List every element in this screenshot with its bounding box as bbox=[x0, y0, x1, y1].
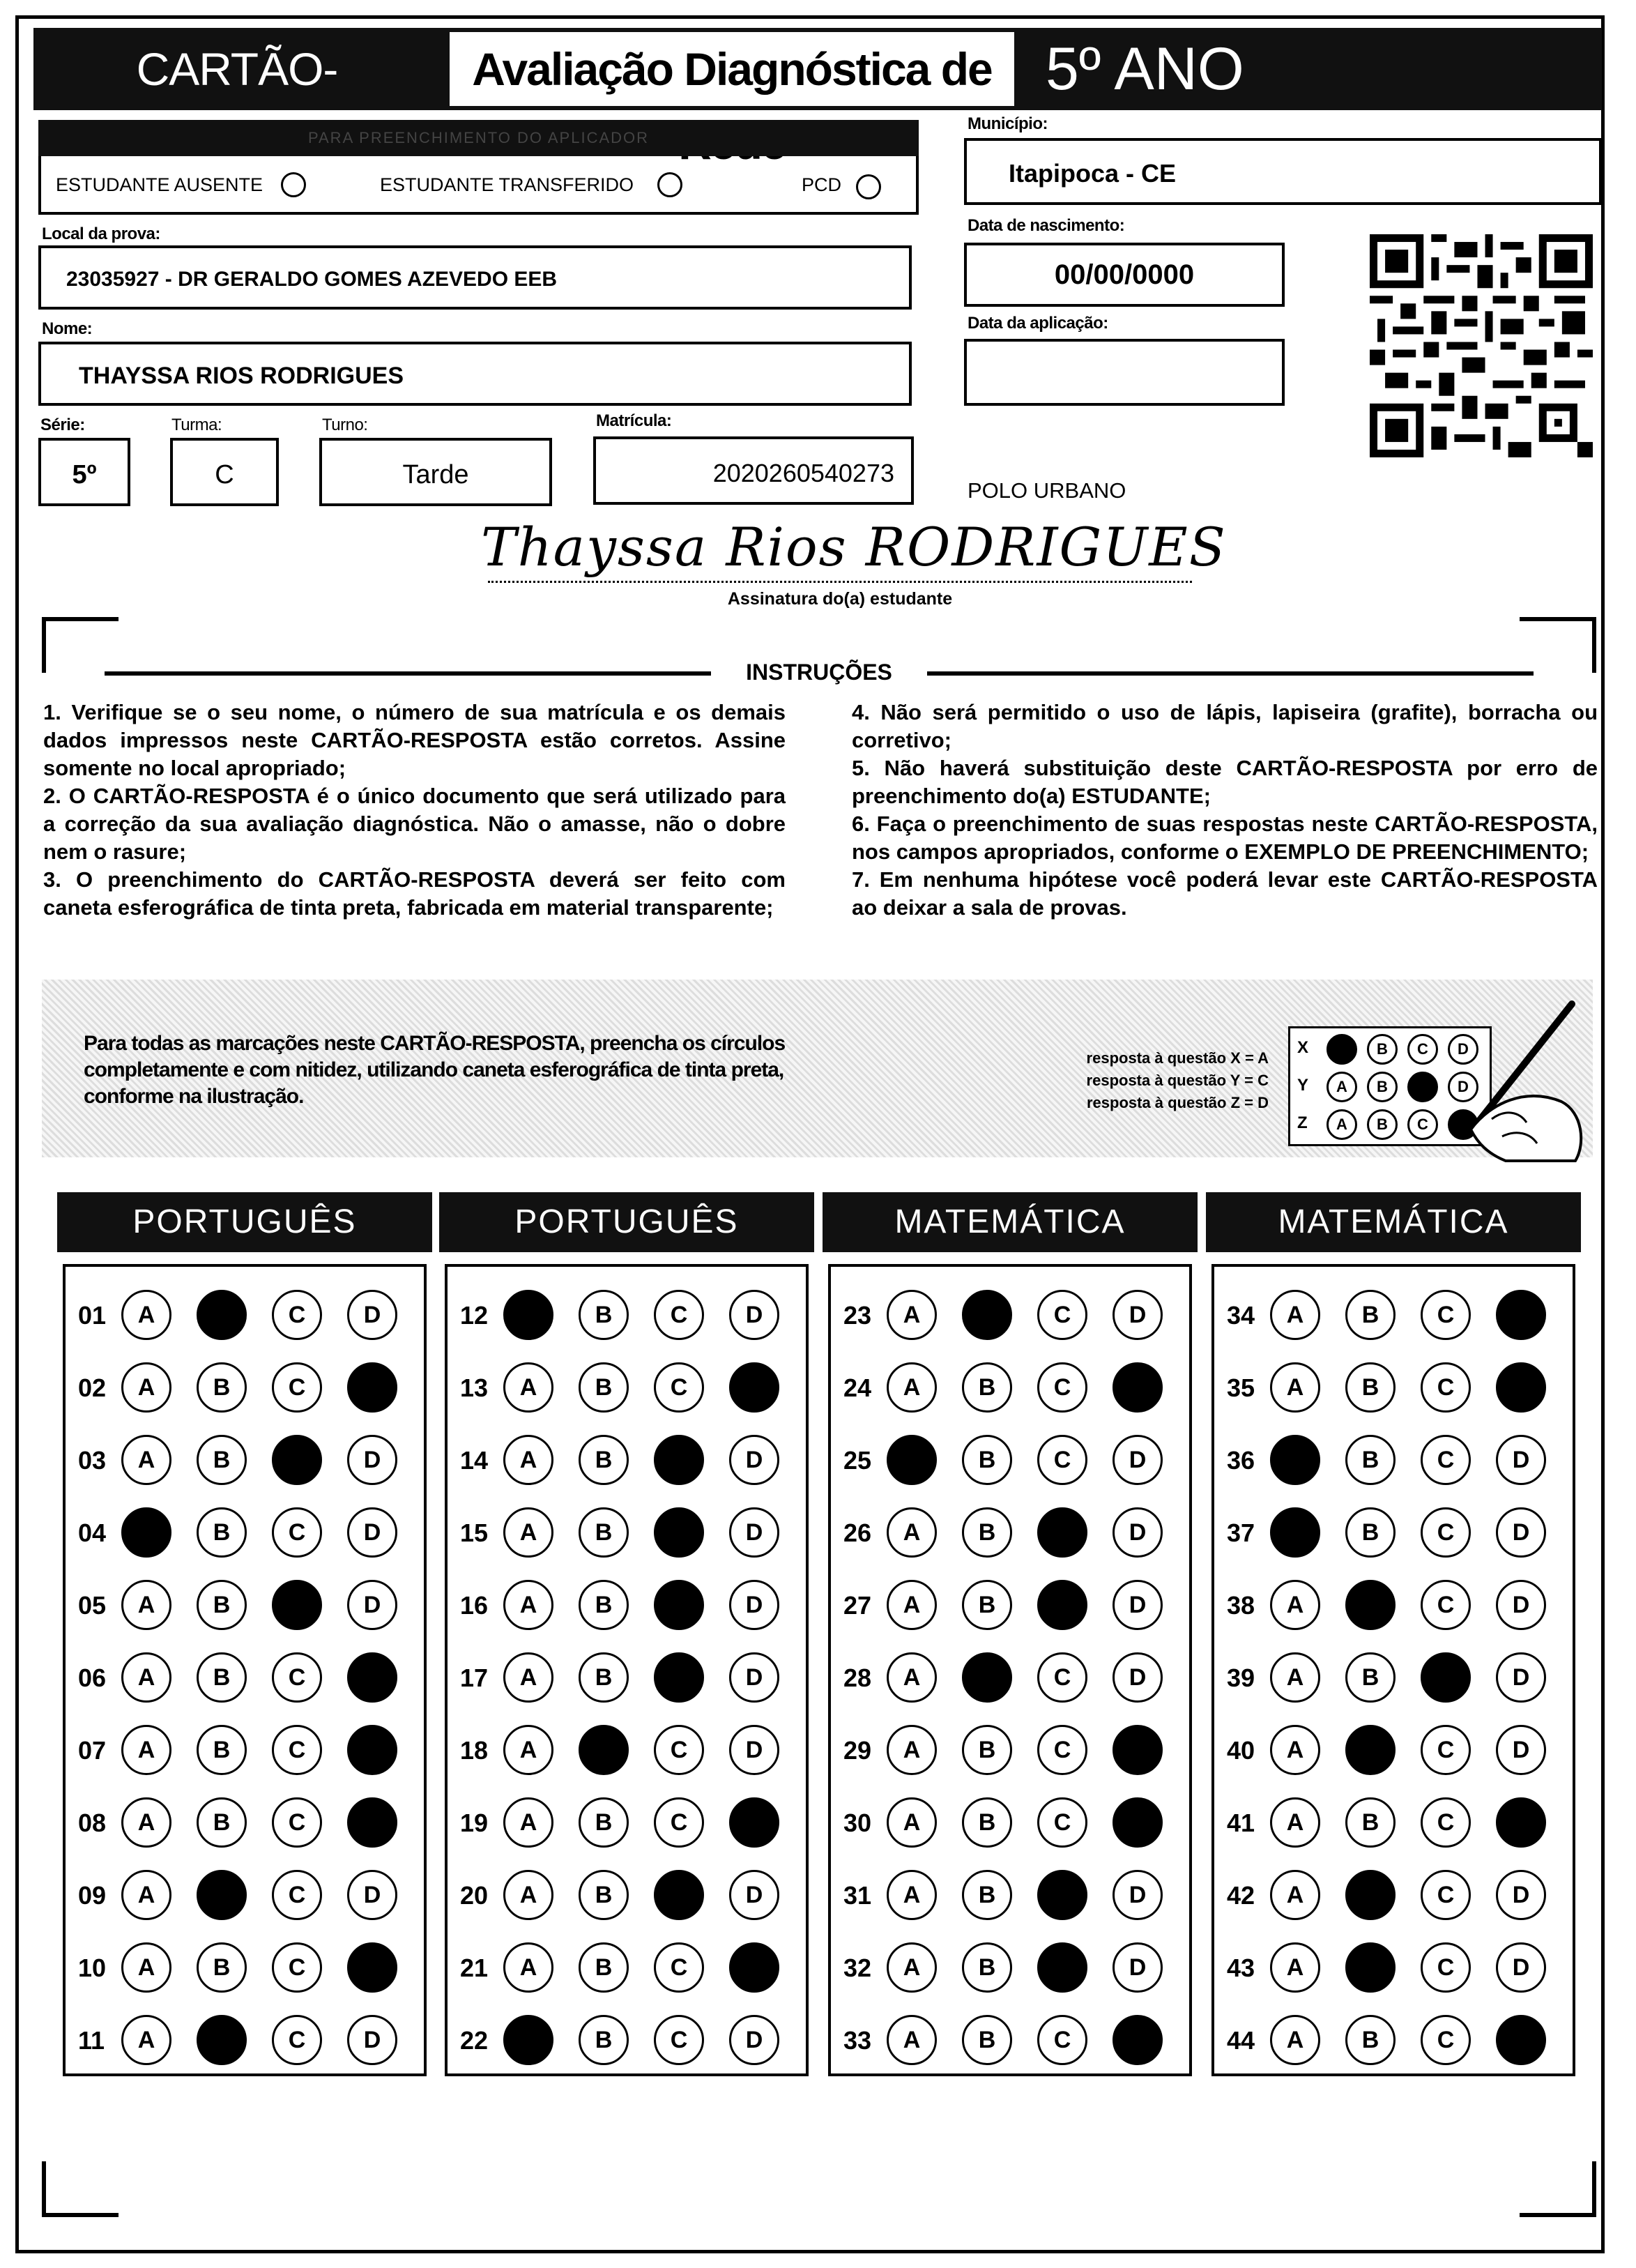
section-header: PORTUGUÊS bbox=[57, 1192, 432, 1252]
question-number: 24 bbox=[843, 1373, 872, 1402]
answer-bubble-b[interactable]: B bbox=[579, 1435, 629, 1485]
answer-bubble-c[interactable]: C bbox=[272, 1797, 322, 1848]
absent-radio[interactable] bbox=[281, 172, 306, 197]
answer-bubble-a[interactable]: A bbox=[1270, 1362, 1320, 1413]
answer-bubble-b[interactable]: B bbox=[962, 1362, 1012, 1413]
answer-bubble-b[interactable]: B bbox=[579, 1362, 629, 1413]
question-number: 37 bbox=[1227, 1519, 1255, 1547]
question-number: 17 bbox=[460, 1664, 489, 1692]
answer-bubble-c[interactable]: C bbox=[1037, 1435, 1087, 1485]
example-bubble-a: A bbox=[1327, 1072, 1357, 1102]
answer-bubble-d[interactable]: D bbox=[1113, 1362, 1163, 1413]
answer-bubble-d[interactable]: D bbox=[729, 1797, 779, 1848]
answer-bubble-c[interactable]: C bbox=[272, 1942, 322, 1993]
answer-bubble-c[interactable]: C bbox=[1421, 1652, 1471, 1703]
question-number: 44 bbox=[1227, 2026, 1255, 2055]
answer-bubble-d[interactable]: D bbox=[1496, 1797, 1546, 1848]
answer-bubble-c[interactable]: C bbox=[272, 1507, 322, 1558]
answer-bubble-d[interactable]: D bbox=[729, 1942, 779, 1993]
answer-bubble-a[interactable]: A bbox=[121, 1725, 171, 1775]
answer-bubble-a[interactable]: A bbox=[503, 1652, 553, 1703]
question-number: 22 bbox=[460, 2026, 489, 2055]
answer-bubble-c[interactable]: C bbox=[1421, 2015, 1471, 2065]
exam-title: Avaliação Diagnóstica de bbox=[450, 32, 1014, 106]
answer-bubble-d[interactable]: D bbox=[1113, 1870, 1163, 1920]
answer-bubble-a[interactable]: A bbox=[1270, 1725, 1320, 1775]
question-number: 40 bbox=[1227, 1736, 1255, 1765]
legend-line-y: resposta à questão Y = C bbox=[1086, 1072, 1269, 1089]
question-number: 35 bbox=[1227, 1373, 1255, 1402]
question-number: 38 bbox=[1227, 1591, 1255, 1620]
legend-line-z: resposta à questão Z = D bbox=[1086, 1094, 1269, 1111]
answer-bubble-b[interactable]: B bbox=[579, 2015, 629, 2065]
answer-bubble-d[interactable]: D bbox=[347, 2015, 397, 2065]
answer-bubble-b[interactable]: B bbox=[579, 1652, 629, 1703]
legend-line-x: resposta à questão X = A bbox=[1086, 1049, 1269, 1067]
matricula-field bbox=[593, 436, 914, 505]
answer-bubble-c[interactable]: C bbox=[654, 1507, 704, 1558]
answer-bubble-c[interactable]: C bbox=[272, 1435, 322, 1485]
answer-bubble-a[interactable]: A bbox=[1270, 1507, 1320, 1558]
nascimento-label: Data de nascimento: bbox=[968, 216, 1125, 235]
answer-bubble-d[interactable]: D bbox=[729, 1870, 779, 1920]
example-bubble-a: A bbox=[1327, 1109, 1357, 1140]
answer-bubble-c[interactable]: C bbox=[654, 1580, 704, 1630]
serie-label: Série: bbox=[40, 416, 85, 434]
question-number: 28 bbox=[843, 1664, 872, 1692]
local-value: 23035927 - DR GERALDO GOMES AZEVEDO EEB bbox=[66, 268, 558, 291]
answer-bubble-c[interactable]: C bbox=[272, 1290, 322, 1340]
example-bubble-b: B bbox=[1367, 1072, 1398, 1102]
answer-bubble-b[interactable]: B bbox=[962, 1652, 1012, 1703]
answer-bubble-b[interactable]: B bbox=[579, 1725, 629, 1775]
answer-bubble-d[interactable]: D bbox=[729, 1725, 779, 1775]
student-signature: Thayssa Rios RODRIGUES bbox=[481, 516, 1227, 578]
turma-label: Turma: bbox=[171, 416, 222, 434]
pcd-label: PCD bbox=[802, 174, 842, 195]
answer-bubble-d[interactable]: D bbox=[347, 1290, 397, 1340]
answer-bubble-a[interactable]: A bbox=[503, 1290, 553, 1340]
answer-bubble-b[interactable]: B bbox=[579, 1797, 629, 1848]
answer-bubble-a[interactable]: A bbox=[503, 1507, 553, 1558]
question-number: 43 bbox=[1227, 1954, 1255, 1982]
answer-bubble-d[interactable]: D bbox=[1496, 1290, 1546, 1340]
answer-bubble-b[interactable]: B bbox=[1345, 1797, 1396, 1848]
answer-bubble-b[interactable]: B bbox=[962, 1290, 1012, 1340]
answer-bubble-a[interactable]: A bbox=[887, 2015, 937, 2065]
nome-value: THAYSSA RIOS RODRIGUES bbox=[79, 363, 404, 389]
question-number: 42 bbox=[1227, 1881, 1255, 1910]
answer-bubble-d[interactable]: D bbox=[347, 1870, 397, 1920]
example-bubble-b: B bbox=[1367, 1034, 1398, 1065]
question-number: 12 bbox=[460, 1301, 489, 1330]
answer-bubble-d[interactable]: D bbox=[1496, 1435, 1546, 1485]
serie-field bbox=[38, 438, 130, 506]
question-number: 25 bbox=[843, 1446, 872, 1475]
instructions-left bbox=[43, 699, 786, 922]
answer-bubble-d[interactable]: D bbox=[729, 1435, 779, 1485]
question-number: 39 bbox=[1227, 1664, 1255, 1692]
answer-bubble-b[interactable]: B bbox=[579, 1507, 629, 1558]
transferred-radio[interactable] bbox=[657, 172, 682, 197]
corner-bottom-right bbox=[1520, 2161, 1596, 2217]
answer-bubble-a[interactable]: A bbox=[887, 1797, 937, 1848]
answer-bubble-a[interactable]: A bbox=[887, 1942, 937, 1993]
answer-bubble-c[interactable]: C bbox=[654, 2015, 704, 2065]
answer-bubble-b[interactable]: B bbox=[197, 1362, 247, 1413]
answer-bubble-b[interactable]: B bbox=[962, 1580, 1012, 1630]
question-number: 21 bbox=[460, 1954, 489, 1982]
answer-bubble-a[interactable]: A bbox=[1270, 1580, 1320, 1630]
answer-bubble-d[interactable]: D bbox=[1113, 1580, 1163, 1630]
answer-bubble-d[interactable]: D bbox=[1113, 1942, 1163, 1993]
section-header: MATEMÁTICA bbox=[823, 1192, 1198, 1252]
instruction-2: 2. O CARTÃO-RESPOSTA é o único documento que será utilizado para a correção da sua avaliação diagnóstica. Não o amasse, não o dobre nem o rasure; bbox=[43, 784, 786, 864]
answer-bubble-a[interactable]: A bbox=[503, 1870, 553, 1920]
answer-bubble-c[interactable]: C bbox=[654, 1942, 704, 1993]
answer-bubble-d[interactable]: D bbox=[347, 1725, 397, 1775]
answer-bubble-a[interactable]: A bbox=[503, 1725, 553, 1775]
answer-bubble-c[interactable]: C bbox=[654, 1652, 704, 1703]
nascimento-field bbox=[964, 243, 1285, 307]
question-number: 27 bbox=[843, 1591, 872, 1620]
aplicacao-label: Data da aplicação: bbox=[968, 314, 1108, 333]
instruction-4: 4. Não será permitido o uso de lápis, lapiseira (grafite), borracha ou corretivo; bbox=[852, 700, 1598, 752]
question-number: 18 bbox=[460, 1736, 489, 1765]
example-bubble-a: A bbox=[1327, 1034, 1357, 1065]
answer-bubble-b[interactable]: B bbox=[1345, 1362, 1396, 1413]
answer-bubble-c[interactable]: C bbox=[1037, 1870, 1087, 1920]
answer-bubble-c[interactable]: C bbox=[1421, 1942, 1471, 1993]
answer-bubble-b[interactable]: B bbox=[197, 1870, 247, 1920]
answer-bubble-c[interactable]: C bbox=[272, 1870, 322, 1920]
answer-bubble-a[interactable]: A bbox=[1270, 1797, 1320, 1848]
answer-bubble-d[interactable]: D bbox=[1113, 1507, 1163, 1558]
corner-bottom-left bbox=[42, 2161, 119, 2217]
example-bubble-d: D bbox=[1448, 1034, 1478, 1065]
instruction-1: 1. Verifique se o seu nome, o número de sua matrícula e os demais dados impressos neste CARTÃO-RESPOSTA estão corretos. Assine somente no local apropriado; bbox=[43, 700, 786, 780]
question-number: 19 bbox=[460, 1809, 489, 1837]
answer-bubble-d[interactable]: D bbox=[347, 1797, 397, 1848]
answer-bubble-b[interactable]: B bbox=[197, 2015, 247, 2065]
answer-bubble-c[interactable]: C bbox=[1421, 1797, 1471, 1848]
answer-bubble-a[interactable]: A bbox=[887, 1435, 937, 1485]
matricula-label: Matrícula: bbox=[596, 411, 672, 430]
answer-bubble-d[interactable]: D bbox=[1113, 1435, 1163, 1485]
answer-bubble-d[interactable]: D bbox=[347, 1362, 397, 1413]
answer-bubble-a[interactable]: A bbox=[121, 1362, 171, 1413]
answer-bubble-a[interactable]: A bbox=[121, 1580, 171, 1630]
municipio-field bbox=[964, 138, 1602, 205]
answer-bubble-c[interactable]: C bbox=[1037, 1290, 1087, 1340]
answer-bubble-b[interactable]: B bbox=[197, 1435, 247, 1485]
answer-bubble-d[interactable]: D bbox=[1113, 1725, 1163, 1775]
answer-bubble-d[interactable]: D bbox=[347, 1652, 397, 1703]
fill-example-text: Para todas as marcações neste CARTÃO-RESPOSTA, preencha os círculos completamente e com nitidez, utilizando caneta esferográfica de tinta preta, conforme na ilustração. bbox=[84, 1032, 786, 1108]
example-row-label: X bbox=[1297, 1038, 1309, 1057]
answer-bubble-c[interactable]: C bbox=[1037, 1942, 1087, 1993]
answer-bubble-d[interactable]: D bbox=[1113, 1797, 1163, 1848]
answer-bubble-b[interactable]: B bbox=[197, 1797, 247, 1848]
answer-bubble-d[interactable]: D bbox=[729, 2015, 779, 2065]
qr-code-icon bbox=[1370, 234, 1593, 457]
question-number: 04 bbox=[78, 1519, 107, 1547]
answer-bubble-c[interactable]: C bbox=[1421, 1435, 1471, 1485]
answer-bubble-d[interactable]: D bbox=[347, 1507, 397, 1558]
answer-bubble-b[interactable]: B bbox=[579, 1580, 629, 1630]
answer-bubble-b[interactable]: B bbox=[962, 1870, 1012, 1920]
answer-bubble-c[interactable]: C bbox=[272, 1580, 322, 1630]
answer-bubble-d[interactable]: D bbox=[347, 1580, 397, 1630]
answer-bubble-b[interactable]: B bbox=[197, 1725, 247, 1775]
turno-label: Turno: bbox=[322, 416, 368, 434]
instruction-6: 6. Faça o preenchimento de suas respostas neste CARTÃO-RESPOSTA, nos campos apropriados, conforme o EXEMPLO DE PREENCHIMENTO; bbox=[852, 812, 1598, 864]
answer-bubble-b[interactable]: B bbox=[1345, 1870, 1396, 1920]
example-bubble-d: D bbox=[1448, 1072, 1478, 1102]
answer-bubble-b[interactable]: B bbox=[1345, 1435, 1396, 1485]
question-number: 08 bbox=[78, 1809, 107, 1837]
answer-bubble-c[interactable]: C bbox=[1037, 1580, 1087, 1630]
question-number: 23 bbox=[843, 1301, 872, 1330]
answer-bubble-d[interactable]: D bbox=[729, 1652, 779, 1703]
answer-bubble-b[interactable]: B bbox=[579, 1942, 629, 1993]
answer-bubble-d[interactable]: D bbox=[1496, 1507, 1546, 1558]
local-label: Local da prova: bbox=[42, 224, 160, 243]
answer-bubble-c[interactable]: C bbox=[654, 1797, 704, 1848]
pcd-radio[interactable] bbox=[856, 174, 881, 199]
answer-bubble-b[interactable]: B bbox=[1345, 1942, 1396, 1993]
answer-bubble-c[interactable]: C bbox=[272, 1652, 322, 1703]
answer-bubble-a[interactable]: A bbox=[887, 1507, 937, 1558]
answer-bubble-c[interactable]: C bbox=[1037, 1797, 1087, 1848]
answer-bubble-b[interactable]: B bbox=[1345, 1507, 1396, 1558]
local-field bbox=[38, 245, 912, 310]
answer-bubble-d[interactable]: D bbox=[347, 1942, 397, 1993]
answer-bubble-a[interactable]: A bbox=[121, 1942, 171, 1993]
turno-value: Tarde bbox=[402, 460, 469, 489]
answer-bubble-c[interactable]: C bbox=[1421, 1507, 1471, 1558]
answer-bubble-a[interactable]: A bbox=[1270, 1870, 1320, 1920]
answer-bubble-a[interactable]: A bbox=[1270, 1942, 1320, 1993]
question-number: 33 bbox=[843, 2026, 872, 2055]
hand-pen-icon bbox=[1450, 997, 1589, 1164]
question-number: 20 bbox=[460, 1881, 489, 1910]
answer-bubble-d[interactable]: D bbox=[1496, 1580, 1546, 1630]
absent-label: ESTUDANTE AUSENTE bbox=[56, 174, 263, 195]
nome-field bbox=[38, 342, 912, 406]
municipio-value: Itapipoca - CE bbox=[1009, 159, 1177, 188]
nome-label: Nome: bbox=[42, 319, 93, 338]
answer-bubble-a[interactable]: A bbox=[503, 1435, 553, 1485]
status-bar: PARA PREENCHIMENTO DO APLICADOR bbox=[38, 120, 919, 156]
card-title: CARTÃO- bbox=[136, 43, 338, 95]
question-number: 07 bbox=[78, 1736, 107, 1765]
answer-bubble-c[interactable]: C bbox=[654, 1870, 704, 1920]
answer-bubble-a[interactable]: A bbox=[121, 1652, 171, 1703]
question-number: 15 bbox=[460, 1519, 489, 1547]
answer-bubble-b[interactable]: B bbox=[579, 1870, 629, 1920]
fill-example-legend bbox=[1018, 1047, 1269, 1114]
signature-label: Assinatura do(a) estudante bbox=[727, 589, 953, 609]
answer-bubble-b[interactable]: B bbox=[579, 1290, 629, 1340]
answer-bubble-c[interactable]: C bbox=[1037, 1725, 1087, 1775]
answer-bubble-d[interactable]: D bbox=[729, 1362, 779, 1413]
question-number: 16 bbox=[460, 1591, 489, 1620]
answer-bubble-a[interactable]: A bbox=[1270, 1290, 1320, 1340]
answer-bubble-a[interactable]: A bbox=[503, 1580, 553, 1630]
answer-bubble-d[interactable]: D bbox=[729, 1580, 779, 1630]
question-number: 26 bbox=[843, 1519, 872, 1547]
answer-bubble-a[interactable]: A bbox=[121, 2015, 171, 2065]
matricula-value: 2020260540273 bbox=[712, 459, 894, 487]
answer-bubble-a[interactable]: A bbox=[503, 1942, 553, 1993]
answer-bubble-b[interactable]: B bbox=[1345, 2015, 1396, 2065]
answer-bubble-c[interactable]: C bbox=[654, 1725, 704, 1775]
answer-bubble-a[interactable]: A bbox=[1270, 2015, 1320, 2065]
serie-value: 5º bbox=[72, 460, 97, 489]
answer-bubble-b[interactable]: B bbox=[1345, 1652, 1396, 1703]
answer-bubble-c[interactable]: C bbox=[272, 1362, 322, 1413]
question-number: 31 bbox=[843, 1881, 872, 1910]
answer-bubble-c[interactable]: C bbox=[654, 1290, 704, 1340]
answer-bubble-b[interactable]: B bbox=[962, 1507, 1012, 1558]
answer-bubble-c[interactable]: C bbox=[1421, 1362, 1471, 1413]
answer-bubble-c[interactable]: C bbox=[1421, 1580, 1471, 1630]
transferred-label: ESTUDANTE TRANSFERIDO bbox=[380, 174, 634, 195]
example-bubble-d: D bbox=[1448, 1109, 1478, 1140]
answer-bubble-a[interactable]: A bbox=[887, 1652, 937, 1703]
nascimento-value: 00/00/0000 bbox=[1054, 259, 1195, 290]
example-bubble-c: C bbox=[1407, 1034, 1438, 1065]
question-number: 10 bbox=[78, 1954, 107, 1982]
example-bubble-c: C bbox=[1407, 1072, 1438, 1102]
grade-title: 5º ANO bbox=[1046, 36, 1244, 102]
instruction-7: 7. Em nenhuma hipótese você poderá levar este CARTÃO-RESPOSTA ao deixar a sala de provas. bbox=[852, 867, 1598, 920]
example-bubble-c: C bbox=[1407, 1109, 1438, 1140]
turno-field bbox=[319, 438, 552, 506]
question-number: 01 bbox=[78, 1301, 107, 1330]
aplicacao-field bbox=[964, 339, 1285, 406]
answer-bubble-d[interactable]: D bbox=[1113, 1290, 1163, 1340]
answer-bubble-a[interactable]: A bbox=[121, 1435, 171, 1485]
answer-bubble-a[interactable]: A bbox=[887, 1580, 937, 1630]
answer-bubble-b[interactable]: B bbox=[1345, 1290, 1396, 1340]
answer-bubble-a[interactable]: A bbox=[121, 1290, 171, 1340]
answer-bubble-c[interactable]: C bbox=[272, 2015, 322, 2065]
answer-bubble-d[interactable]: D bbox=[1496, 1725, 1546, 1775]
answer-bubble-d[interactable]: D bbox=[1496, 1942, 1546, 1993]
question-number: 34 bbox=[1227, 1301, 1255, 1330]
question-number: 14 bbox=[460, 1446, 489, 1475]
section-header: MATEMÁTICA bbox=[1206, 1192, 1581, 1252]
instruction-3: 3. O preenchimento do CARTÃO-RESPOSTA deverá ser feito com caneta esferográfica de tinta preta, fabricada em material transparente; bbox=[43, 867, 786, 920]
answer-bubble-d[interactable]: D bbox=[1496, 2015, 1546, 2065]
turma-value: C bbox=[215, 460, 234, 489]
answer-bubble-a[interactable]: A bbox=[503, 2015, 553, 2065]
question-number: 41 bbox=[1227, 1809, 1255, 1837]
answer-bubble-a[interactable]: A bbox=[121, 1870, 171, 1920]
signature-line bbox=[488, 581, 1192, 583]
answer-bubble-a[interactable]: A bbox=[503, 1362, 553, 1413]
answer-bubble-d[interactable]: D bbox=[1113, 1652, 1163, 1703]
answer-bubble-a[interactable]: A bbox=[1270, 1435, 1320, 1485]
answer-bubble-b[interactable]: B bbox=[962, 2015, 1012, 2065]
question-number: 03 bbox=[78, 1446, 107, 1475]
answer-bubble-b[interactable]: B bbox=[962, 1725, 1012, 1775]
answer-bubble-c[interactable]: C bbox=[272, 1725, 322, 1775]
answer-bubble-b[interactable]: B bbox=[1345, 1580, 1396, 1630]
answer-bubble-c[interactable]: C bbox=[1037, 1362, 1087, 1413]
answer-bubble-b[interactable]: B bbox=[962, 1435, 1012, 1485]
question-number: 29 bbox=[843, 1736, 872, 1765]
answer-bubble-b[interactable]: B bbox=[197, 1290, 247, 1340]
answer-bubble-b[interactable]: B bbox=[1345, 1725, 1396, 1775]
question-number: 13 bbox=[460, 1373, 489, 1402]
question-number: 05 bbox=[78, 1591, 107, 1620]
answer-bubble-d[interactable]: D bbox=[347, 1435, 397, 1485]
answer-bubble-a[interactable]: A bbox=[1270, 1652, 1320, 1703]
answer-bubble-a[interactable]: A bbox=[887, 1870, 937, 1920]
answer-bubble-c[interactable]: C bbox=[1037, 1652, 1087, 1703]
municipio-label: Município: bbox=[968, 114, 1048, 133]
question-number: 09 bbox=[78, 1881, 107, 1910]
answer-bubble-c[interactable]: C bbox=[654, 1435, 704, 1485]
instructions-title: INSTRUÇÕES bbox=[746, 660, 892, 685]
question-number: 32 bbox=[843, 1954, 872, 1982]
answer-bubble-b[interactable]: B bbox=[197, 1652, 247, 1703]
question-number: 06 bbox=[78, 1664, 107, 1692]
answer-bubble-d[interactable]: D bbox=[1496, 1362, 1546, 1413]
answer-bubble-d[interactable]: D bbox=[1113, 2015, 1163, 2065]
answer-bubble-c[interactable]: C bbox=[1421, 1725, 1471, 1775]
question-number: 02 bbox=[78, 1373, 107, 1402]
answer-bubble-a[interactable]: A bbox=[887, 1290, 937, 1340]
question-number: 11 bbox=[78, 2026, 105, 2055]
answer-bubble-a[interactable]: A bbox=[503, 1797, 553, 1848]
section-header: PORTUGUÊS bbox=[439, 1192, 814, 1252]
example-row-label: Z bbox=[1297, 1113, 1308, 1132]
instructions-right bbox=[852, 699, 1598, 922]
turma-field bbox=[170, 438, 279, 506]
answer-bubble-d[interactable]: D bbox=[1496, 1870, 1546, 1920]
instruction-5: 5. Não haverá substituição deste CARTÃO-RESPOSTA por erro de preenchimento do(a) ESTUDANTE; bbox=[852, 756, 1598, 808]
answer-bubble-c[interactable]: C bbox=[654, 1362, 704, 1413]
answer-bubble-d[interactable]: D bbox=[1496, 1652, 1546, 1703]
question-number: 36 bbox=[1227, 1446, 1255, 1475]
answer-bubble-a[interactable]: A bbox=[887, 1362, 937, 1413]
answer-bubble-c[interactable]: C bbox=[1421, 1290, 1471, 1340]
question-number: 30 bbox=[843, 1809, 872, 1837]
example-bubble-b: B bbox=[1367, 1109, 1398, 1140]
answer-bubble-b[interactable]: B bbox=[197, 1942, 247, 1993]
answer-bubble-d[interactable]: D bbox=[729, 1507, 779, 1558]
answer-bubble-b[interactable]: B bbox=[197, 1580, 247, 1630]
answer-bubble-a[interactable]: A bbox=[121, 1507, 171, 1558]
answer-bubble-c[interactable]: C bbox=[1037, 2015, 1087, 2065]
answer-bubble-c[interactable]: C bbox=[1421, 1870, 1471, 1920]
answer-bubble-c[interactable]: C bbox=[1037, 1507, 1087, 1558]
answer-bubble-d[interactable]: D bbox=[729, 1290, 779, 1340]
polo-label: POLO URBANO bbox=[968, 478, 1126, 503]
answer-bubble-b[interactable]: B bbox=[962, 1942, 1012, 1993]
example-row-label: Y bbox=[1297, 1076, 1309, 1095]
answer-bubble-a[interactable]: A bbox=[121, 1797, 171, 1848]
answer-bubble-a[interactable]: A bbox=[887, 1725, 937, 1775]
answer-bubble-b[interactable]: B bbox=[197, 1507, 247, 1558]
answer-bubble-b[interactable]: B bbox=[962, 1797, 1012, 1848]
